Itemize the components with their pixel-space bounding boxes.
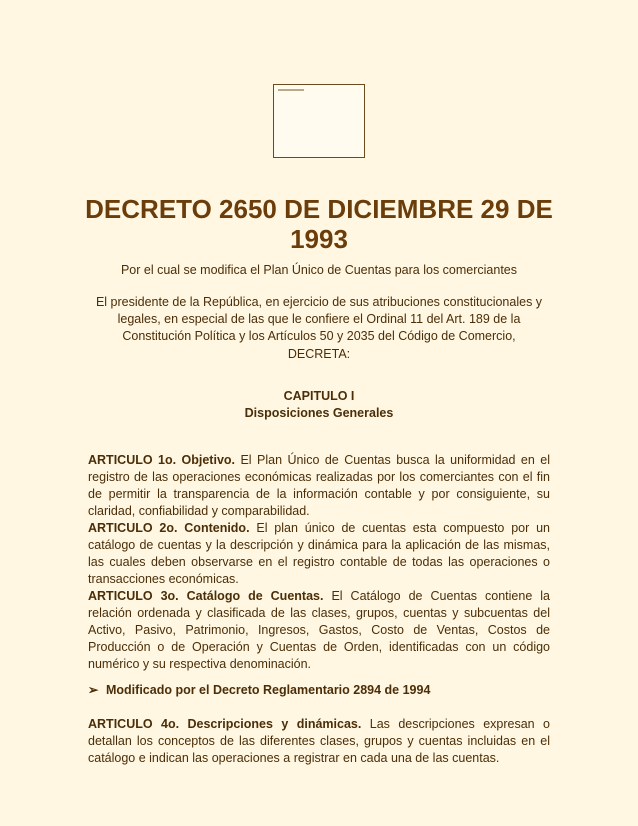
- subtitle: Por el cual se modifica el Plan Único de Cuentas para los comerciantes: [120, 263, 518, 277]
- note-text: Modificado por el Decreto Reglamentario 2894 de 1994: [106, 683, 431, 697]
- article-heading: ARTICULO 2o. Contenido.: [88, 521, 250, 535]
- article-heading: ARTICULO 4o. Descripciones y dinámicas.: [88, 717, 362, 731]
- article-4: [88, 716, 550, 767]
- article-text: Las descripciones expresan o detallan los conceptos de las diferentes clases, grupos y cuentas incluidas en el catálogo e indican las operaciones a registrar en cada una de las cuentas.: [88, 717, 550, 765]
- article-text: El Catálogo de Cuentas contiene la relación ordenada y clasificada de las clases, grupos, cuentas y subcuentas del Activo, Pasivo, Patrimonio, Ingresos, Gastos, Costo de Ventas, Costos de Producción o de Operación y Cuentas de Orden, identificadas con un código numérico y su respectiva denominación.: [88, 589, 550, 671]
- article-3: [88, 588, 550, 673]
- article-heading: ARTICULO 1o. Objetivo.: [88, 453, 235, 467]
- chapter-number: CAPITULO I: [283, 389, 355, 403]
- arrow-bullet-icon: ➢: [88, 683, 99, 697]
- decreta-label: DECRETA:: [287, 347, 351, 361]
- article-text: El plan único de cuentas esta compuesto por un catálogo de cuentas y la descripción y dinámica para la aplicación de las mismas, las cuales deben observarse en el registro contable de todas las operaciones o transacciones económicas.: [88, 521, 550, 586]
- chapter-name: Disposiciones Generales: [244, 406, 394, 420]
- article-text: El Plan Único de Cuentas busca la uniformidad en el registro de las operaciones económicas realizadas por los comerciantes con el fin de permitir la transparencia de la información contable y por consiguiente, su claridad, confiabilidad y comparabilidad.: [88, 453, 550, 518]
- modification-note: [88, 682, 550, 699]
- logo-placeholder: [273, 84, 365, 158]
- logo-mark: [278, 89, 304, 91]
- article-2: [88, 520, 550, 588]
- article-heading: ARTICULO 3o. Catálogo de Cuentas.: [88, 589, 324, 603]
- article-1: [88, 452, 550, 520]
- chapter-heading: [60, 388, 578, 422]
- preamble: El presidente de la República, en ejercicio de sus atribuciones constitucionales y legales, en especial de las que le confiere el Ordinal 11 del Art. 189 de la Constitución Política y los Artículos 50 y 2035 del Código de Comercio,: [95, 295, 543, 343]
- page-title: DECRETO 2650 DE DICIEMBRE 29 DE 1993: [85, 194, 553, 254]
